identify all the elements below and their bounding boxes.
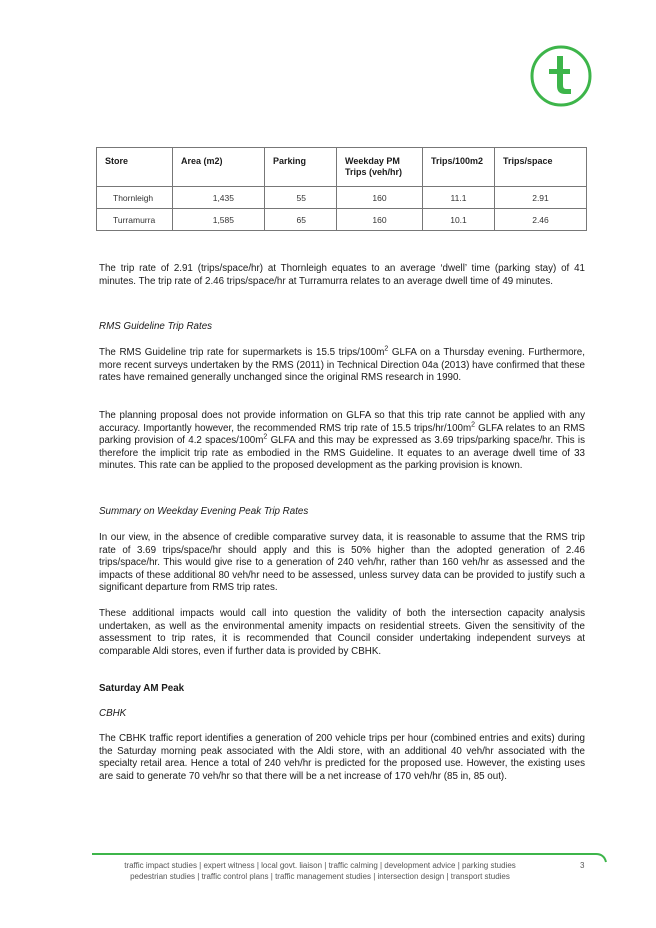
footer-services-line-2: pedestrian studies | traffic control plans | traffic management studies | intersection design | transport studies xyxy=(130,871,510,881)
superscript: 2 xyxy=(384,345,389,353)
heading-summary: Summary on Weekday Evening Peak Trip Rates xyxy=(99,506,309,517)
paragraph-cbhk-report: The CBHK traffic report identifies a generation of 200 vehicle trips per hour (combined entries and exits) during the Saturday morning peak associated with the Aldi store, with an additional 40 veh/hr associated with the specialty retail area. Hence a total of 240 veh/hr is predicted for the proposed use. However, the existing uses are said to generate 70 veh/hr so that there will be a net increase of 170 veh/hr (85 in, 85 out). xyxy=(99,733,585,782)
cell-store: Turramurra xyxy=(97,209,173,231)
superscript: 2 xyxy=(471,421,476,429)
col-header-weekday-pm: Weekday PM Trips (veh/hr) xyxy=(337,148,423,187)
col-header-parking: Parking xyxy=(265,148,337,187)
text-segment: The planning proposal does not provide information on GLFA so that this trip rate cannot be applied with any accuracy. Importantly however, the recommended RMS trip rate of 15.5 trips/hr/100m xyxy=(99,410,585,434)
table-header-row xyxy=(97,148,587,187)
trip-rates-table xyxy=(96,147,587,231)
text-segment: GLFA and this may be expressed as 3.69 trips/parking space/hr. This is therefore the implicit trip rate as embodied in the RMS Guideline. It equates to an average dwell time of 33 minutes. This rate can be applied to the proposed development as the parking provision is known. xyxy=(99,435,585,471)
cell-trips-space: 2.46 xyxy=(495,209,587,231)
superscript: 2 xyxy=(263,433,268,441)
cell-weekday-pm: 160 xyxy=(337,187,423,209)
col-header-area: Area (m2) xyxy=(173,148,265,187)
cell-parking: 65 xyxy=(265,209,337,231)
cell-trips-space: 2.91 xyxy=(495,187,587,209)
cell-store: Thornleigh xyxy=(97,187,173,209)
text-segment: GLFA on a Thursday evening. Furthermore, more recent surveys undertaken by the RMS (2011) in Technical Direction 04a (2013) have confirmed that these rates have remained generally unchanged since the original RMS research in 1990. xyxy=(99,347,585,383)
text-segment: GLFA relates to an RMS parking provision of 4.2 spaces/100m xyxy=(99,422,585,446)
col-header-trips-space: Trips/space xyxy=(495,148,587,187)
table-row xyxy=(97,187,587,209)
text-segment: The RMS Guideline trip rate for supermarkets is 15.5 trips/100m xyxy=(99,347,385,358)
paragraph-dwell-time: The trip rate of 2.91 (trips/space/hr) at Thornleigh equates to an average ‘dwell’ time (parking stay) of 41 minutes. The trip rate of 2.46 trips/space/hr at Turramurra relates to an average dwell time of 49 minutes. xyxy=(99,263,585,287)
paragraph-rms-rate xyxy=(99,347,585,385)
paragraph-view: In our view, in the absence of credible comparative survey data, it is reasonable to assume that the RMS trip rate of 3.69 trips/space/hr should apply and this is 50% higher than the adopted generation of 2.46 trips/space/hr. This would give rise to a generation of 240 veh/hr, rather than 160 veh/hr as assessed and the impacts of these additional 80 veh/hr need to be assessed, unless survey data can be provided to justify such a significant departure from RMS trip rates. xyxy=(99,532,585,593)
page-number: 3 xyxy=(580,861,585,870)
heading-rms-guideline: RMS Guideline Trip Rates xyxy=(99,321,213,332)
cell-area: 1,585 xyxy=(173,209,265,231)
table-row xyxy=(97,209,587,231)
col-header-store: Store xyxy=(97,148,173,187)
footer xyxy=(90,861,550,882)
cell-area: 1,435 xyxy=(173,187,265,209)
cell-weekday-pm: 160 xyxy=(337,209,423,231)
cell-parking: 55 xyxy=(265,187,337,209)
footer-services-line-1: traffic impact studies | expert witness | local govt. liaison | traffic calming | development advice | parking studies xyxy=(124,861,516,870)
paragraph-glfa xyxy=(99,410,585,473)
paragraph-impacts: These additional impacts would call into question the validity of both the intersection capacity analysis undertaken, as well as the environmental amenity impacts on residential streets. Given the sensitivity of the assessment to trip rates, it is recommended that Council consider undertaking independent surveys at comparable Aldi stores, even if further data is provided by CBHK. xyxy=(99,608,585,657)
heading-saturday-am: Saturday AM Peak xyxy=(99,683,185,694)
company-logo xyxy=(529,44,593,108)
heading-cbhk: CBHK xyxy=(99,708,127,719)
cell-trips-100m2: 10.1 xyxy=(423,209,495,231)
col-header-trips-100m2: Trips/100m2 xyxy=(423,148,495,187)
cell-trips-100m2: 11.1 xyxy=(423,187,495,209)
